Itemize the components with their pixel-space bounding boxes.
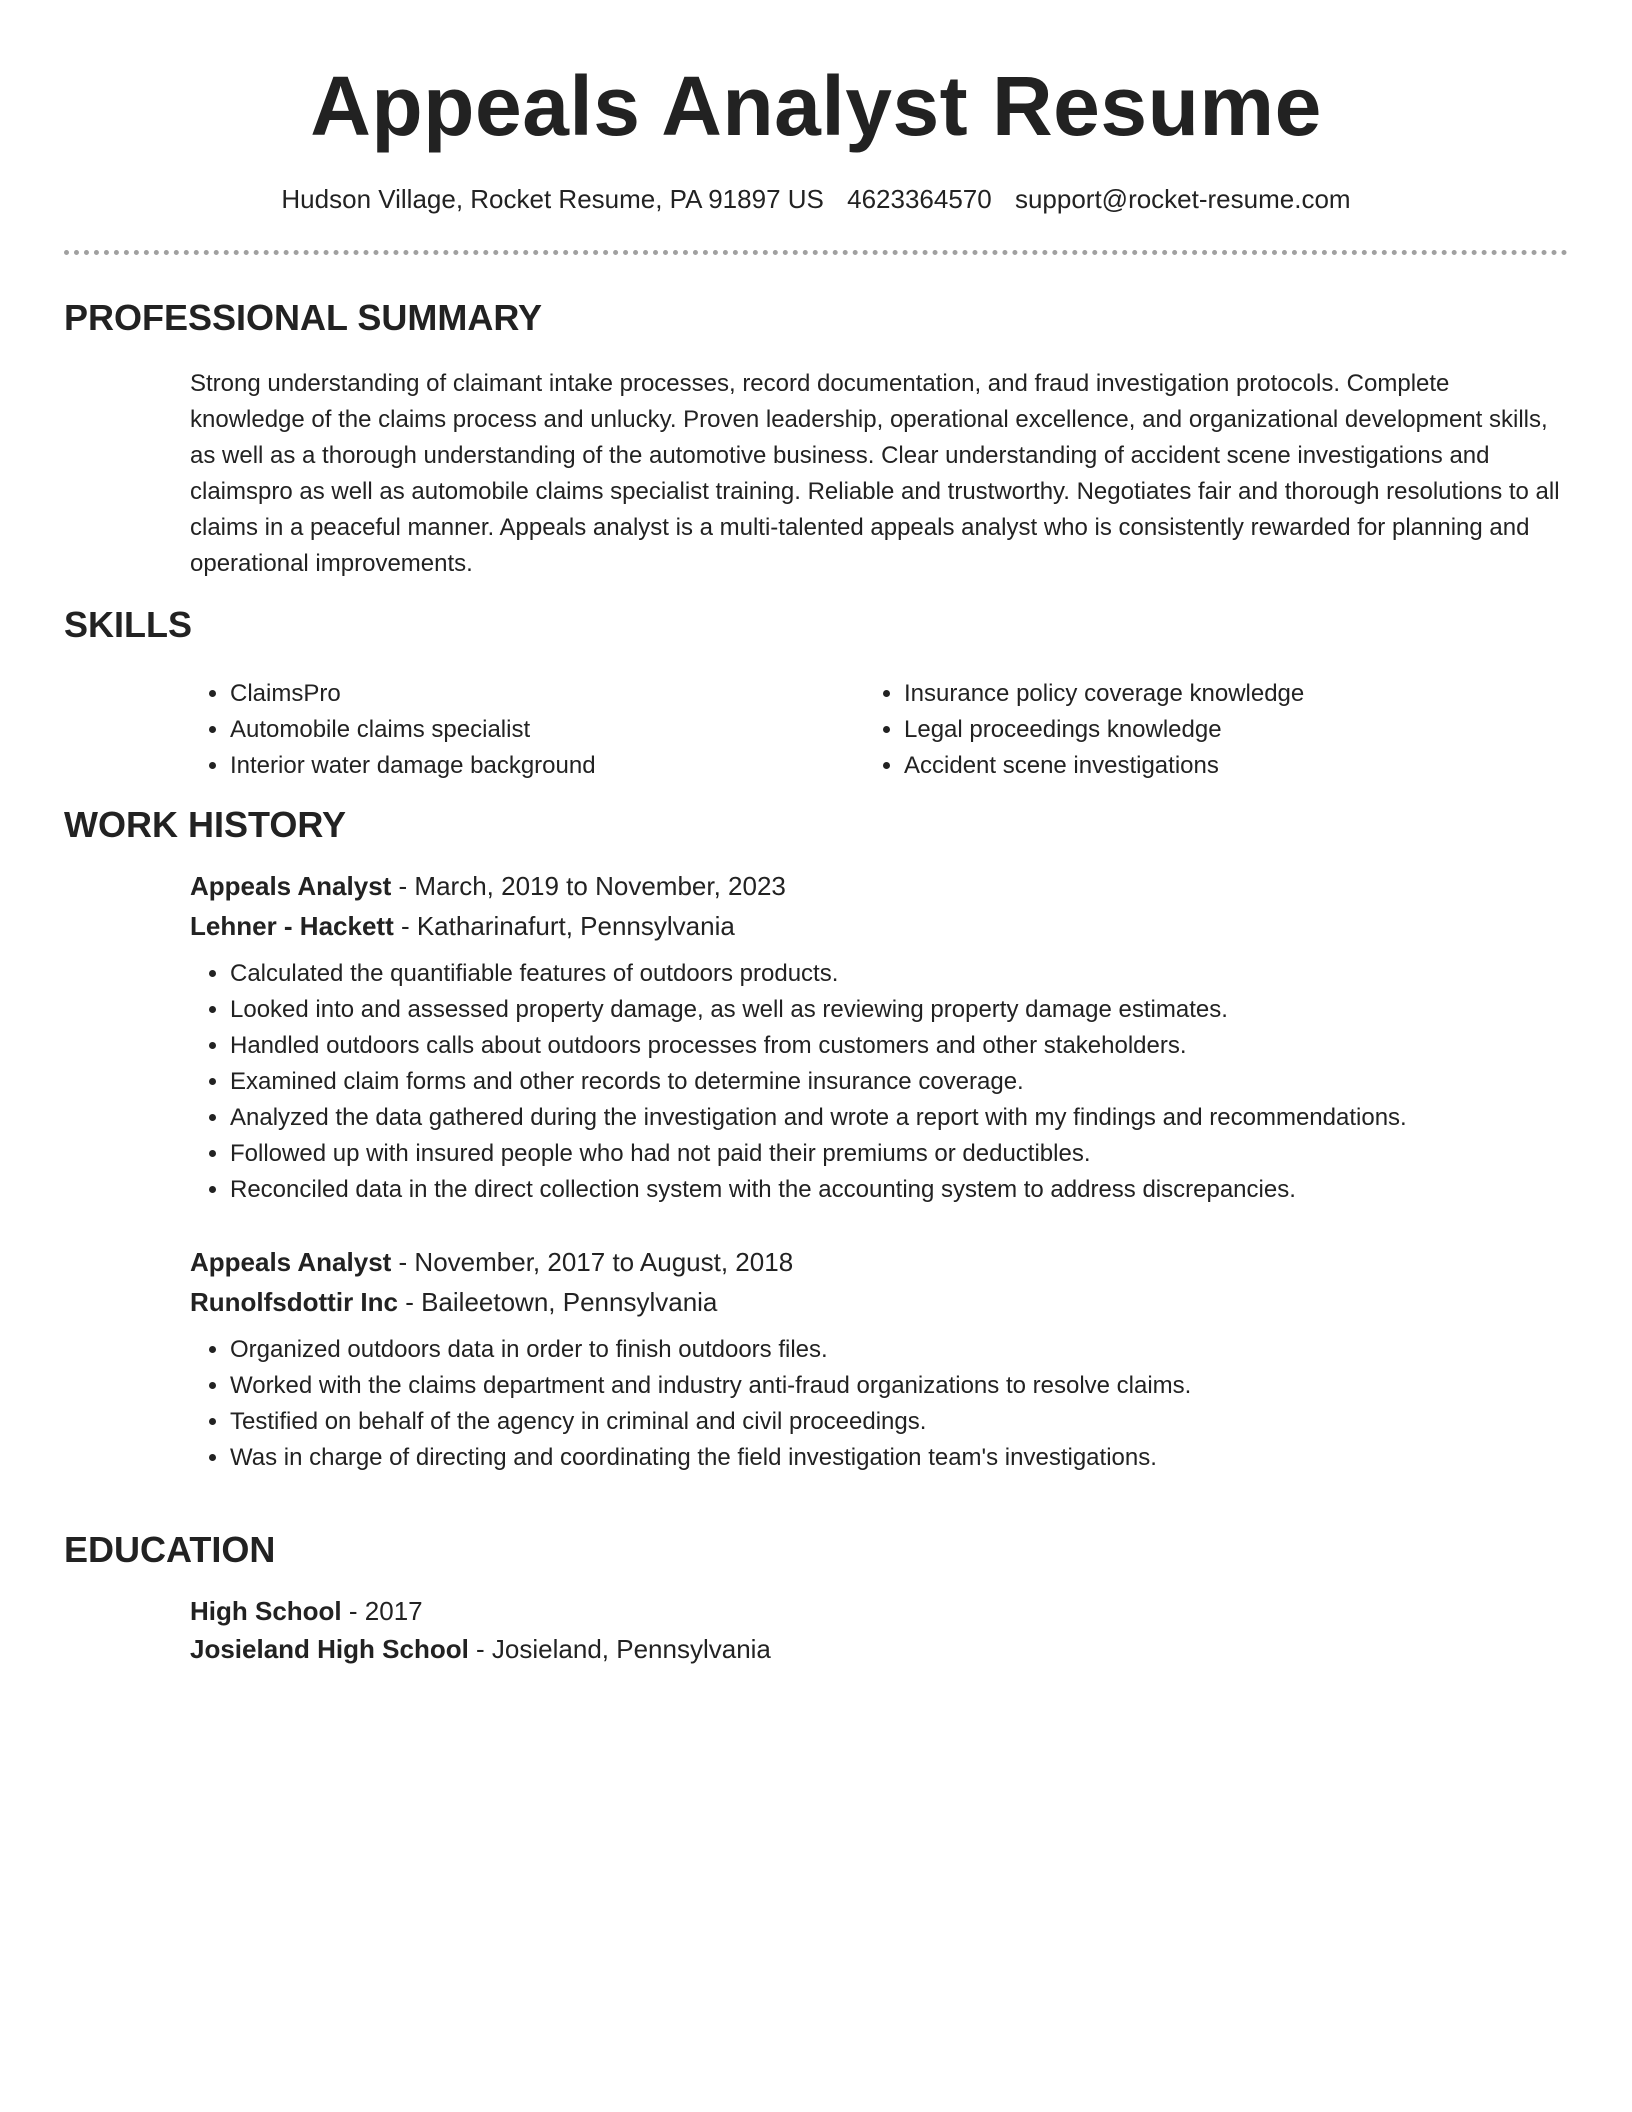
- education-location: - Josieland, Pennsylvania: [468, 1634, 771, 1664]
- job-duty: • Worked with the claims department and industry anti-fraud organizations to resolve claims.: [230, 1368, 1570, 1404]
- job-duty: • Followed up with insured people who had not paid their premiums or deductibles.: [230, 1136, 1570, 1172]
- skill-item: • Accident scene investigations: [904, 748, 1304, 784]
- education-heading: EDUCATION: [64, 1529, 276, 1570]
- job-company-line: [190, 906, 1570, 946]
- skills-right-list: [860, 676, 1304, 784]
- job-duty: • Looked into and assessed property damage, as well as reviewing property damage estimates.: [230, 992, 1570, 1028]
- job-title-line: [190, 1242, 1570, 1282]
- education-school-line: [190, 1630, 771, 1668]
- skills-left-list: [186, 676, 596, 784]
- job-entry: [190, 866, 1570, 1208]
- skill-item: • Legal proceedings knowledge: [904, 712, 1304, 748]
- skills-left-column: [186, 676, 596, 784]
- summary-heading: PROFESSIONAL SUMMARY: [64, 297, 543, 338]
- skills-right-column: [860, 676, 1304, 784]
- job-duty: • Analyzed the data gathered during the investigation and wrote a report with my findings and recommendations.: [230, 1100, 1570, 1136]
- skill-item: • Automobile claims specialist: [230, 712, 596, 748]
- education-year: - 2017: [341, 1596, 423, 1626]
- job-entry: [190, 1242, 1570, 1476]
- job-duty: • Was in charge of directing and coordinating the field investigation team's investigations.: [230, 1440, 1570, 1476]
- job-duties-list: [186, 1332, 1570, 1476]
- job-title-line: [190, 866, 1570, 906]
- education-entry: [190, 1592, 771, 1668]
- skill-item: • Interior water damage background: [230, 748, 596, 784]
- skills-heading: SKILLS: [64, 604, 193, 645]
- contact-email: support@rocket-resume.com: [1014, 184, 1351, 214]
- summary-text: Strong understanding of claimant intake processes, record documentation, and fraud investigation protocols. Complete knowledge of the claims process and unlucky. Proven leadership, operational excellence, and organizational development skills, as well as a thorough understanding of the automotive business. Clear understanding of accident scene investigations and claimspro as well as automobile claims specialist training. Reliable and trustworthy. Negotiates fair and thorough resolutions to all claims in a peaceful manner. Appeals analyst is a multi-talented appeals analyst who is consistently rewarded for planning and operational improvements.: [190, 370, 1560, 577]
- education-degree: High School: [190, 1596, 342, 1626]
- contact-address: Hudson Village, Rocket Resume, PA 91897 US: [281, 184, 824, 214]
- job-location: - Katharinafurt, Pennsylvania: [393, 911, 735, 941]
- contact-line: [0, 182, 1632, 216]
- work-history-heading: WORK HISTORY: [64, 804, 347, 845]
- job-duty: • Organized outdoors data in order to finish outdoors files.: [230, 1332, 1570, 1368]
- job-duty: • Testified on behalf of the agency in criminal and civil proceedings.: [230, 1404, 1570, 1440]
- job-duties-list: [186, 956, 1570, 1208]
- contact-phone: 4623364570: [847, 184, 992, 214]
- job-company: Runolfsdottir Inc: [190, 1287, 398, 1317]
- job-duty: • Reconciled data in the direct collection system with the accounting system to address discrepancies.: [230, 1172, 1570, 1208]
- job-duty: • Examined claim forms and other records to determine insurance coverage.: [230, 1064, 1570, 1100]
- skill-item: • ClaimsPro: [230, 676, 596, 712]
- education-school: Josieland High School: [190, 1634, 469, 1664]
- job-location: - Baileetown, Pennsylvania: [397, 1287, 718, 1317]
- job-duty: • Handled outdoors calls about outdoors processes from customers and other stakeholders.: [230, 1028, 1570, 1064]
- job-dates: - March, 2019 to November, 2023: [391, 871, 786, 901]
- skill-item: • Insurance policy coverage knowledge: [904, 676, 1304, 712]
- job-title: Appeals Analyst: [190, 871, 392, 901]
- job-title: Appeals Analyst: [190, 1247, 392, 1277]
- education-degree-line: [190, 1592, 771, 1630]
- job-company: Lehner - Hackett: [190, 911, 394, 941]
- job-dates: - November, 2017 to August, 2018: [391, 1247, 794, 1277]
- header-divider: [64, 250, 1568, 255]
- job-company-line: [190, 1282, 1570, 1322]
- resume-title: Appeals Analyst Resume: [310, 59, 1322, 153]
- job-duty: • Calculated the quantifiable features of outdoors products.: [230, 956, 1570, 992]
